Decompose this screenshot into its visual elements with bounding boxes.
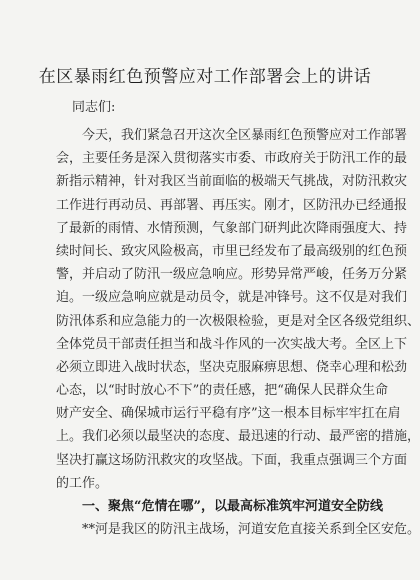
paragraph-line: 心态，以“时时放心不下”的责任感，把“确保人民群众生命 xyxy=(56,383,388,399)
paragraph-line: 今天，我们紧急召开这次全区暴雨红色预警应对工作部署 xyxy=(82,128,408,143)
salutation: 同志们: xyxy=(72,100,116,115)
paragraph-line: 会，主要任务是深入贯彻落实市委、市政府关于防汛工作的最 xyxy=(56,151,408,167)
document-body xyxy=(56,124,420,541)
paragraph-line: 新指示精神，针对我区当前面临的极端天气挑战，对防汛救灾 xyxy=(56,174,408,190)
paragraph-line: 续时间长、致灾风险极高，市里已经发布了最高级别的红色预 xyxy=(56,243,408,259)
paragraph-line: 防汛体系和应急能力的一次极限检验，更是对全区各级党组织、 xyxy=(56,313,420,329)
paragraph-line: 工作进行再动员、再部署、再压实。刚才，区防汛办已经通报 xyxy=(56,197,408,213)
paragraph-line: **河是我区的防汛主战场，河道安危直接关系到全区安危。 xyxy=(82,522,420,538)
document-title: 在区暴雨红色预警应对工作部署会上的讲话 xyxy=(38,67,372,87)
section-heading: 一、聚焦“危情在哪”，以最高标准筑牢河道安全防线 xyxy=(82,499,383,514)
paragraph-line: 坚决打赢这场防汛救灾的攻坚战。下面，我重点强调三个方面 xyxy=(56,452,408,468)
paragraph-line: 了最新的雨情、水情预测，气象部门研判此次降雨强度大、持 xyxy=(56,220,408,236)
paragraph-line: 必须立即进入战时状态，坚决克服麻痹思想、侥幸心理和松劲 xyxy=(56,359,408,375)
paragraph-line: 的工作。 xyxy=(56,475,109,491)
paragraph-line: 上。我们必须以最坚决的态度、最迅速的行动、最严密的措施， xyxy=(56,429,420,445)
paragraph-line: 警，并启动了防汛一级应急响应。形势异常严峻，任务万分紧 xyxy=(56,267,408,283)
paragraph-line: 全体党员干部责任担当和战斗作风的一次实战大考。全区上下 xyxy=(56,336,408,352)
paragraph-line: 迫。一级应急响应就是动员令，就是冲锋号。这不仅是对我们 xyxy=(56,290,408,306)
paragraph-line: 财产安全、确保城市运行平稳有序”这一根本目标牢牢扛在肩 xyxy=(56,406,401,422)
